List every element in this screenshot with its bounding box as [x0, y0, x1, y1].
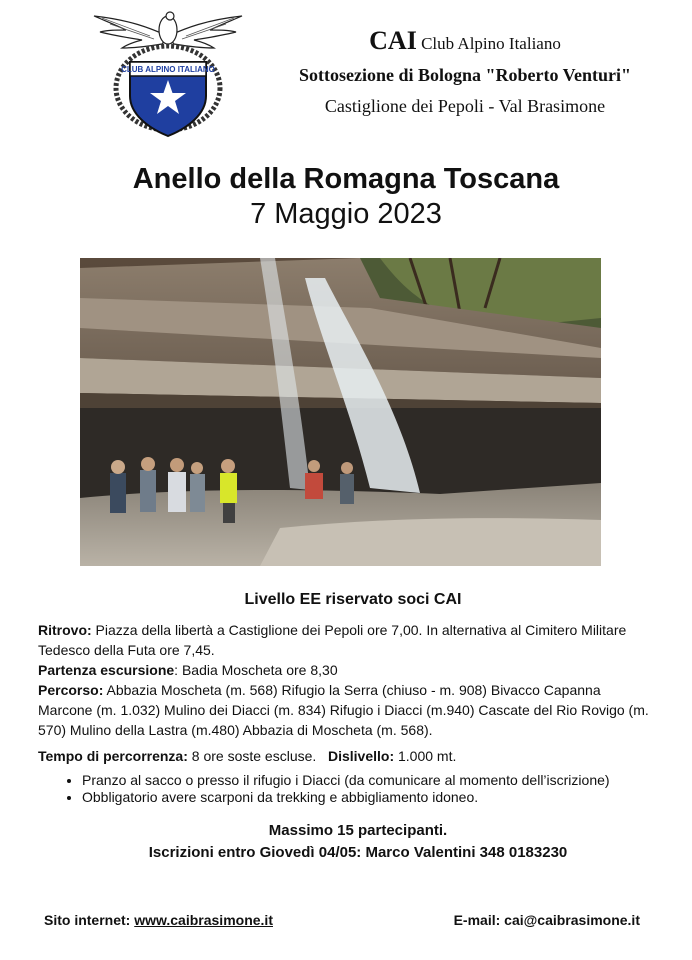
email-label: E-mail:: [453, 912, 505, 928]
section-name: Sottosezione di Bologna "Roberto Venturi": [299, 65, 631, 85]
website-link[interactable]: www.caibrasimone.it: [134, 912, 273, 928]
participants-block: [38, 820, 658, 864]
tempo-paragraph: [38, 746, 658, 766]
notes-list: [38, 772, 658, 806]
ritrovo-paragraph: [38, 620, 658, 660]
dislivello-label: Dislivello:: [327, 748, 395, 764]
event-title-block: [0, 162, 692, 232]
difficulty-level: Livello EE riservato soci CAI: [244, 591, 462, 608]
logo-lettering: CLUB ALPINO ITALIANO: [121, 65, 215, 74]
organization-block: [260, 26, 670, 117]
partenza-text: : Badia Moscheta ore 8,30: [174, 662, 338, 678]
cai-logo: [90, 6, 246, 138]
percorso-label: Percorso:: [38, 682, 104, 698]
tempo-label: Tempo di percorrenza:: [38, 748, 188, 764]
dislivello-text: 1.000 mt.: [394, 748, 457, 764]
list-item: • Obbligatorio avere scarponi da trekking e abbigliamento idoneo.: [82, 789, 658, 806]
percorso-text: Abbazia Moscheta (m. 568) Rifugio la Serra (chiuso - m. 908) Bivacco Capanna Marcone (m. 1.032) Mulino dei Diacci (m. 834) Rifugio i Diacci (m.940) Cascate del Rio Rovigo (m. 570) Mulino della Lastra (m.480) Abbazia di Moscheta (m. 568).: [38, 682, 649, 738]
ritrovo-label: Ritrovo:: [38, 622, 92, 638]
cai-acronym: CAI: [369, 26, 417, 55]
email-info: [454, 912, 640, 928]
email-address[interactable]: cai@caibrasimone.it: [504, 912, 640, 928]
club-name: Club Alpino Italiano: [421, 34, 561, 53]
tempo-text: 8 ore soste escluse.: [187, 748, 328, 764]
section-location: Castiglione dei Pepoli - Val Brasimone: [324, 96, 606, 116]
event-title: Anello della Romagna Toscana: [132, 163, 560, 195]
percorso-paragraph: [38, 680, 658, 740]
partenza-paragraph: [38, 660, 658, 680]
website-label: Sito internet:: [44, 912, 135, 928]
event-date: 7 Maggio 2023: [250, 198, 442, 230]
event-details: [38, 590, 658, 864]
registration-info: Iscrizioni entro Giovedì 04/05: Marco Valentini 348 0183230: [148, 844, 568, 861]
waterfall-photo: [80, 258, 601, 566]
list-item: • Pranzo al sacco o presso il rifugio i Diacci (da comunicare al momento dell’iscrizione): [82, 772, 658, 789]
header: [0, 0, 692, 140]
max-participants: Massimo 15 partecipanti.: [268, 822, 448, 839]
ritrovo-text: Piazza della libertà a Castiglione dei Pepoli ore 7,00. In alternativa al Cimitero Militare Tedesco della Futa ore 7,45.: [38, 622, 627, 658]
website-info: [44, 912, 273, 928]
partenza-label: Partenza escursione: [38, 662, 175, 678]
